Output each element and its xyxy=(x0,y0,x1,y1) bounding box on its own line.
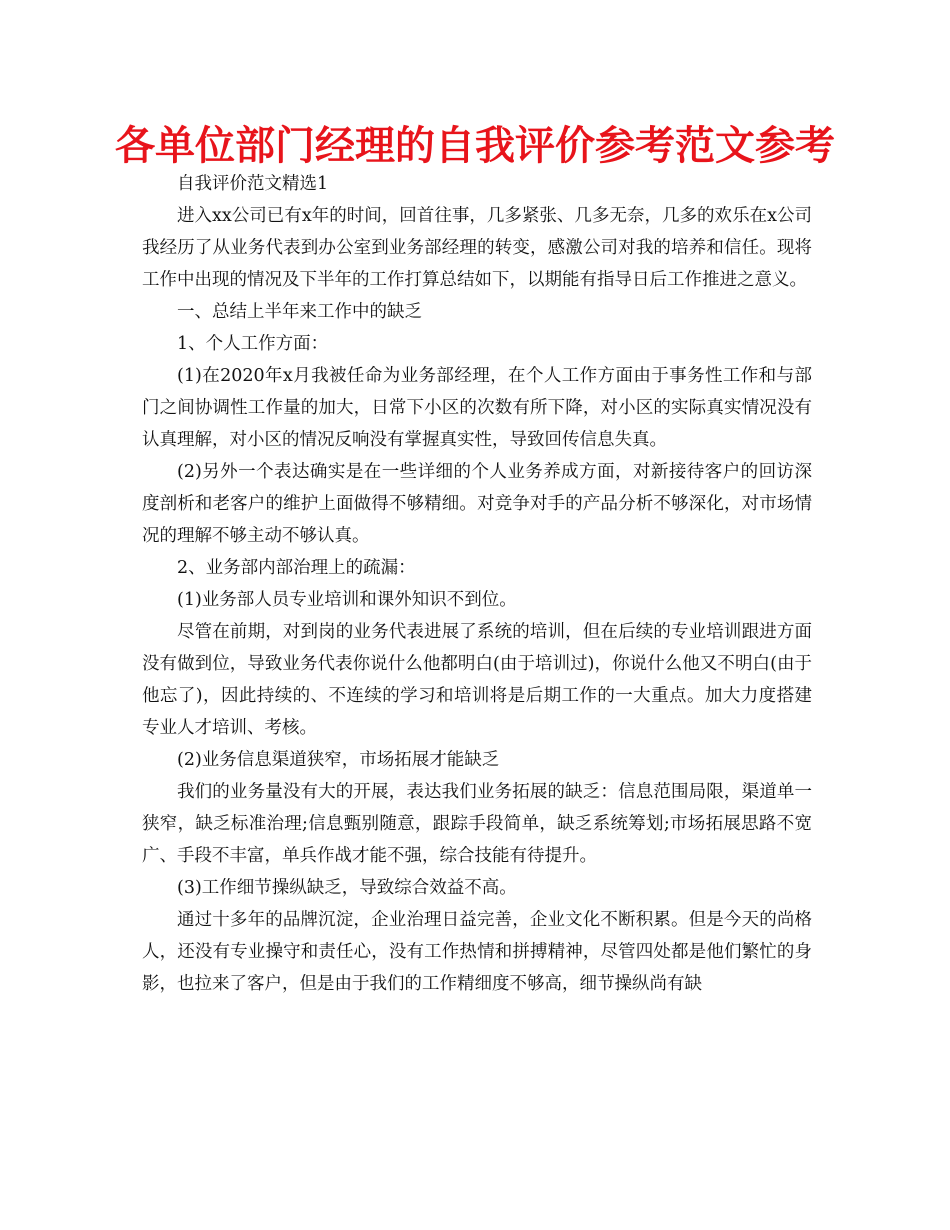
body-paragraph: 进入xx公司已有x年的时间，回首往事，几多紧张、几多无奈，几多的欢乐在x公司我经历了从业务代表到办公室到业务部经理的转变，感激公司对我的培养和信任。现将工作中出现的情况及下半年的工作打算总结如下，以期能有指导日后工作推进之意义。 xyxy=(142,206,812,290)
subsection-heading: 2、业务部内部治理上的疏漏： xyxy=(177,558,416,578)
document-title: 各单位部门经理的自我评价参考范文参考 xyxy=(115,123,835,169)
document-body xyxy=(142,168,812,1000)
body-paragraph: 我们的业务量没有大的开展，表达我们业务拓展的缺乏：信息范围局限，渠道单一狭窄，缺乏标准治理;信息甄别随意，跟踪手段简单，缺乏系统筹划;市场拓展思路不宽广、手段不丰富，单兵作战才能不强，综合技能有待提升。 xyxy=(142,782,812,866)
section-heading: 一、总结上半年来工作中的缺乏 xyxy=(177,302,422,322)
body-paragraph: 尽管在前期，对到岗的业务代表进展了系统的培训，但在后续的专业培训跟进方面没有做到位，导致业务代表你说什么他都明白(由于培训过)，你说什么他又不明白(由于他忘了)，因此持续的、不连续的学习和培训将是后期工作的一大重点。加大力度搭建专业人才培训、考核。 xyxy=(142,622,812,738)
section-heading: 自我评价范文精选1 xyxy=(177,174,329,194)
subsection-heading: 1、个人工作方面： xyxy=(177,334,329,354)
body-paragraph: (1)在2020年x月我被任命为业务部经理，在个人工作方面由于事务性工作和与部门之间协调性工作量的加大，日常下小区的次数有所下降，对小区的实际真实情况没有认真理解，对小区的情况反响没有掌握真实性，导致回传信息失真。 xyxy=(142,366,812,450)
list-item-heading: (1)业务部人员专业培训和课外知识不到位。 xyxy=(177,590,517,610)
body-paragraph: (2)另外一个表达确实是在一些详细的个人业务养成方面，对新接待客户的回访深度剖析和老客户的维护上面做得不够精细。对竞争对手的产品分析不够深化，对市场情况的理解不够主动不够认真。 xyxy=(142,462,812,546)
list-item-heading: (3)工作细节操纵缺乏，导致综合效益不高。 xyxy=(177,878,517,898)
list-item-heading: (2)业务信息渠道狭窄，市场拓展才能缺乏 xyxy=(177,750,500,770)
body-paragraph: 通过十多年的品牌沉淀，企业治理日益完善，企业文化不断积累。但是今天的尚格人，还没有专业操守和责任心，没有工作热情和拼搏精神，尽管四处都是他们繁忙的身影，也拉来了客户，但是由于我们的工作精细度不够高，细节操纵尚有缺 xyxy=(142,910,812,994)
